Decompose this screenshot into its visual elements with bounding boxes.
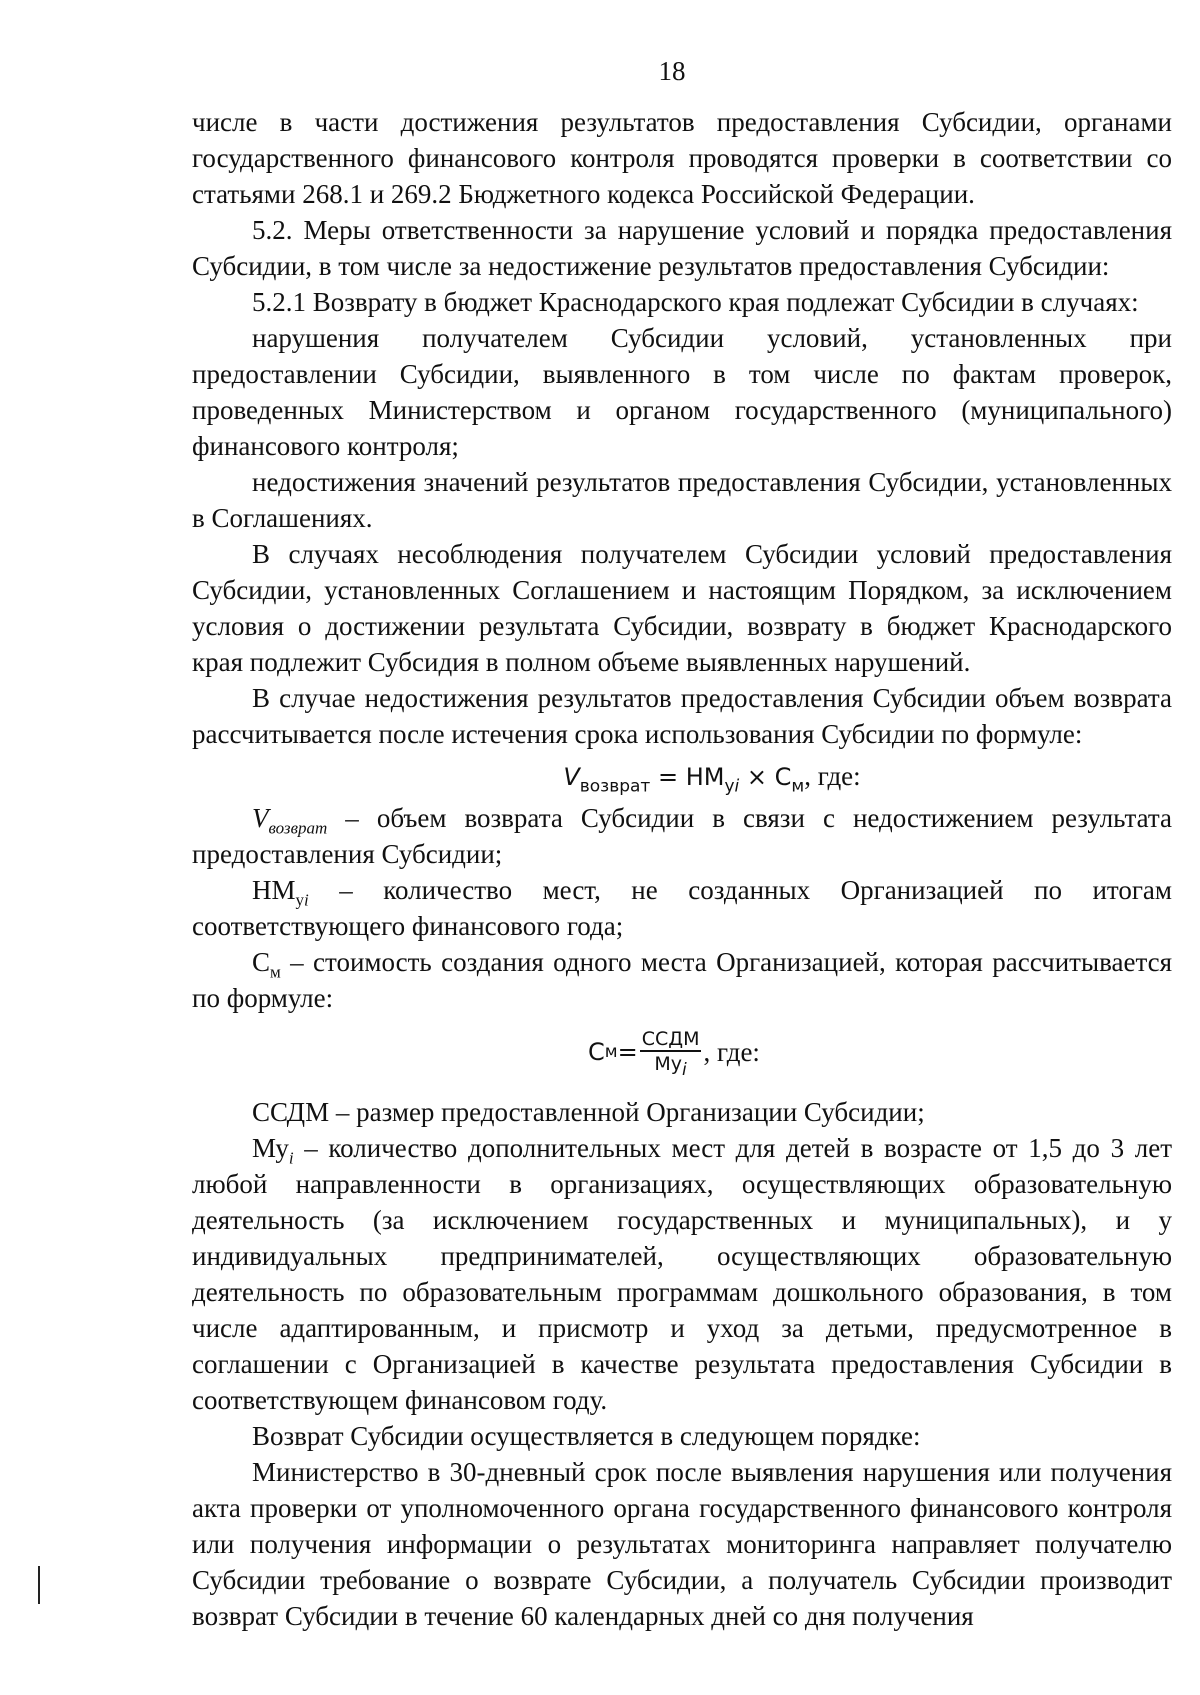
body-text <box>192 104 1172 1634</box>
paragraph-5-2-1: 5.2.1 Возврату в бюджет Краснодарского края подлежат Субсидии в случаях: <box>252 287 1139 317</box>
paragraph-5-2: 5.2. Меры ответственности за нарушение условий и порядка предоставления Субсидии, в том числе за недостижение результатов предоставления Субсидии: <box>192 215 1172 281</box>
paragraph-ministry-deadline: Министерство в 30-дневный срок после выявления нарушения или получения акта проверки от уполномоченного органа государственного финансового контроля или получения информации о результатах мониторинга направляет получателю Субсидии требование о возврате Субсидии, а получатель Субсидии производит возврат Субсидии в течение 60 календарных дней со дня получения <box>192 1457 1172 1631</box>
definition-my: $Му_i$ – количество дополнительных мест для детей в возрасте от 1,5 до 3 лет любой направленности в организациях, осуществляющих образовательную деятельность (за исключением государственных и муниципальных), и у индивидуальных предпринимателей, осуществляющих образовательную деятельность по образовательным программам дошкольного образования, в том числе адаптированным, и присмотр и уход за детьми, предусмотренное в соглашении с Организацией в качестве результата предоставления Субсидии в соответствующем финансовом году. <box>192 1133 1172 1415</box>
margin-mark <box>38 1566 40 1604</box>
paragraph-return-formula-intro: В случае недостижения результатов предоставления Субсидии объем возврата рассчитывается после истечения срока использования Субсидии по формуле: <box>192 683 1172 749</box>
paragraph-non-achievement: недостижения значений результатов предоставления Субсидии, установленных в Соглашениях. <box>192 467 1172 533</box>
fraction-numerator: ССДМ <box>641 1028 700 1050</box>
formula-place-cost: С м = $\frac{\text{ССДМ}}{Му_i}$ , где: <box>588 1028 760 1080</box>
definition-v-return: $V_{возврат}$ – объем возврата Субсидии в связи с недостижением результата предоставления Субсидии; <box>192 803 1172 869</box>
definition-ssdm: ССДМ – размер предоставленной Организации Субсидии; <box>252 1097 925 1127</box>
paragraph-continuation: числе в части достижения результатов предоставления Субсидии, органами государственного финансового контроля проводятся проверки в соответствии со статьями 268.1 и 269.2 Бюджетного кодекса Российской Федерации. <box>192 107 1172 209</box>
paragraph-return-procedure: Возврат Субсидии осуществляется в следующем порядке: <box>252 1421 921 1451</box>
page-number: 18 <box>658 56 686 86</box>
definition-nm: $НМ_{уi}$ – количество мест, не созданных Организацией по итогам соответствующего финансового года; <box>192 875 1172 941</box>
formula-fraction <box>640 1028 702 1080</box>
paragraph-violation: нарушения получателем Субсидии условий, установленных при предоставлении Субсидии, выявленного в том числе по фактам проверок, проведенных Министерством и органом государственного (муниципального) финансового контроля; <box>192 323 1172 461</box>
fraction-denominator: $Му_i$ <box>654 1053 687 1080</box>
formula-return-volume: $V_{возврат} = НМ_{уi} \times С_м$, где: <box>563 761 861 797</box>
paragraph-non-compliance: В случаях несоблюдения получателем Субсидии условий предоставления Субсидии, установленных Соглашением и настоящим Порядком, за исключением условия о достижении результата Субсидии, возврату в бюджет Краснодарского края подлежит Субсидия в полном объеме выявленных нарушений. <box>192 539 1172 677</box>
definition-cm: $С_м$ – стоимость создания одного места Организацией, которая рассчитывается по формуле: <box>192 947 1172 1013</box>
